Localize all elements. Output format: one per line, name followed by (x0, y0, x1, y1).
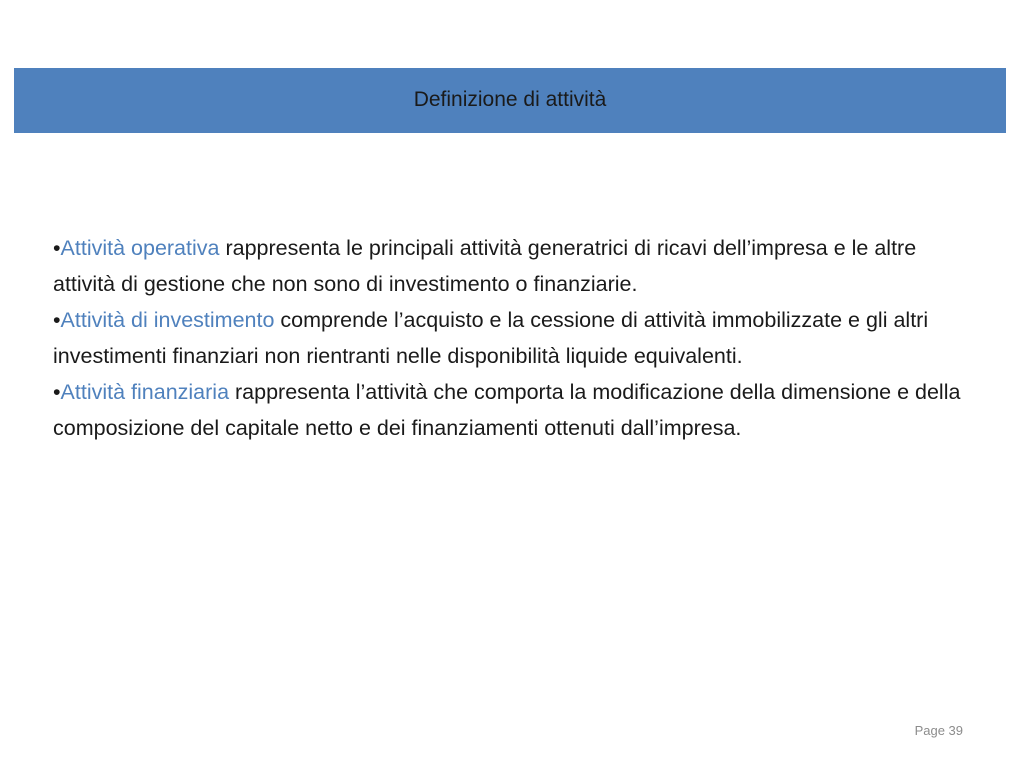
bullet-marker: • (53, 236, 61, 260)
bullet-term: Attività finanziaria (60, 380, 230, 404)
bullet-marker: • (53, 380, 61, 404)
bullet-item-investimento (53, 302, 983, 374)
bullet-term: Attività di investimento (60, 308, 275, 332)
bullet-text: rappresenta le principali attività generatrici di ricavi dell’impresa e le altre attività di gestione che non sono di investimento o finanziarie. (53, 236, 917, 296)
bullet-text: rappresenta l’attività che comporta la modificazione della dimensione e della composizione del capitale netto e dei finanziamenti ottenuti dall’impresa. (53, 380, 961, 440)
slide-title: Definizione di attività (413, 87, 607, 111)
bullet-text: comprende l’acquisto e la cessione di attività immobilizzate e gli altri investimenti finanziari non rientranti nelle disponibilità liquide equivalenti. (53, 308, 929, 368)
page-number: Page 39 (914, 723, 963, 738)
title-bar (14, 68, 1006, 133)
bullet-term: Attività operativa (60, 236, 220, 260)
bullet-item-finanziaria (53, 374, 983, 446)
bullet-item-operativa (53, 230, 983, 302)
bullet-list (53, 230, 983, 446)
bullet-marker: • (53, 308, 61, 332)
